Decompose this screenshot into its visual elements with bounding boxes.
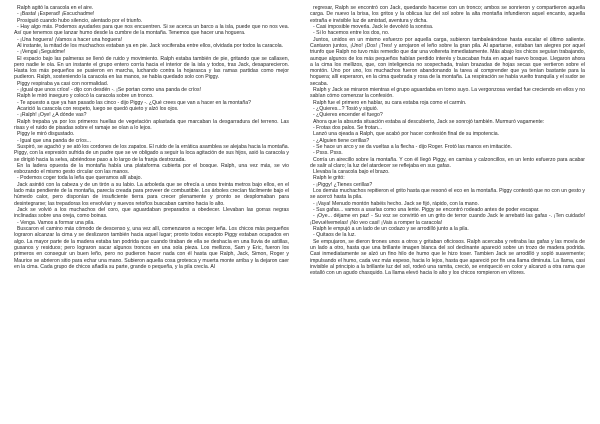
paragraph: Ralph le gritó: — [313, 175, 345, 182]
paragraph: - Quitaos de la luz. — [313, 232, 356, 239]
paragraph: Suspiró, se agachó y se ató los cordones de los zapatos. El ruido de la errática asamblea se alejaba hacia la montaña. Piggy, con la expresión sufrida de un padre que se ve obligado a seguir la loca agitación de sus hijos, asió la caracola y se dirigió hacia la selva, abriéndose paso a lo largo de la franja destrozada. — [14, 143, 289, 163]
paragraph: Jack se volvió a los muchachos del coro, que aguardaban preparados a obedecer. Llevaban las gorras negras inclinadas sobre una oreja, como boinas. — [14, 207, 289, 220]
paragraph: Al instante, la mitad de los muchachos estaban ya en pie. Jack vociferaba entre ellos, olvidada por todos la caracola. — [17, 42, 284, 49]
paragraph: Acarició la caracola con respeto, luego se quedó quieto y alzó los ojos. — [17, 106, 179, 112]
paragraph: - Casi imposible moverla. Jack le devolvió la sonrisa. — [313, 23, 434, 30]
paragraph: - ¡Vengal ¡Seguidme! — [17, 49, 66, 56]
paragraph: Piggy respiraba ya casi con normalidad. — [17, 80, 109, 87]
paragraph: Ralph agitó la caracola en el aire. — [17, 5, 94, 11]
paragraph: Jack asintió con la cabeza y de un tirón a su labio. La arboleda que se ofrecía a unos treinta metros bajo ellos, en el lado más pendiente de la montaña, parecía creada para proveer de combustible. Los árboles crecían fácilmente bajo el húmedo calor, pero disponían de insuficiente tierra para crecer plenamente y pronto se desplomaban para desintegrarse; las trepadoras los envolvían y nuevos retoños buscaban camino hacia lo alto. — [14, 181, 289, 207]
paragraph: - Si lo hacemos entre los dos, no. — [313, 30, 390, 37]
paragraph: Ralph y Jack se miraron mientras el grupo aguardaba en torno suyo. La vergonzosa verdad fue creciendo en ellos y no sabían cómo comenzar la confesión. — [310, 87, 585, 100]
paragraph: - ¡Piggy! ¿Tienes cerillas? — [313, 181, 373, 188]
paragraph: Llevaba la caracola bajo el brazo. — [313, 169, 390, 176]
paragraph: Se empujaron, se dieron tirones unos a otros y gritaban oficiosos. Ralph acercaba y retiraba las gafas y las movía de un lado a otro, hasta que una brillante imagen blanca del sol declinante apareció sobre un trozo de madera podrida. Casi inmediatamente se alzó un fino hilo de humo que le hizo toser. Tambien Jack se arrodilló y sopló suavemente; impulsando el humo, cada vez más espeso, hacia lo lejos, hasta que apareció por fin una llama diminuta. La llama, casi invisible al principio a la brillante luz del sol, rodeó una ramita, creció, se enriqueció en color y alcanzó a otra rama que estalló con un agudo chasquido. La llama elevó hacia lo alto y los chicos rompieron en vítores. — [310, 238, 585, 277]
paragraph: - Sus gafas... vamos a usarlas como una lente. Piggy se encontró rodeado antes de poder escapar. — [313, 207, 540, 213]
paragraph: - ¡Ralph! ¡Oye! ¿A dónde vas? — [17, 112, 87, 119]
paragraph: - Frotas dos palos. Se frotan... — [313, 124, 383, 131]
paragraph: Prosiguió cuando hubo silencio, alentado por el triunfo. — [17, 17, 143, 24]
paragraph: - Hay algo más. Podemos ayudarles para que nos encuentren. Si se acerca un barco a la isla, puede que no nos vea. Así que tenemos que lanzar humo desde la cumbre de la montaña. Tenemos que hacer una hoguera. — [14, 23, 289, 37]
paragraph: Ralph le miró inseguro y colocó la caracola sobre un tronco. — [17, 93, 154, 100]
paragraph: Los demás muchachos repitieron el grito hasta que resonó el eco en la montaña. Piggy contestó que no con un gesto y se acercó hasta la pila. — [310, 188, 585, 201]
paragraph: - ¿Alguien tiene cerillas? — [313, 137, 370, 144]
text-column-left — [14, 5, 289, 421]
paragraph: - ¡Oye... déjame en paz! - Su voz se convirtió en un grito de terror cuando Jack le arrebató las gafas -. ¡Ten cuidado! ¡Devuélvemelas! ¡No veo casi! ¡Vais a romper la caracola! — [310, 213, 585, 226]
paragraph: Juntos, unidos en un mismo esfuerzo por aquella carga, subieron tambaleándose hasta escalar el último saliente. Cantaron juntos, ¡Uno! ¡Dos! ¡Tres! y arrojaron el leño sobre la gran pila. Al apartarse, estaban tan alegres por aquel triunfo que Ralph no tuvo más remedio que dar una voltereta inmediatamente. Más abajo los chicos seguían trabajando, aunque algunos de los más pequeños habían perdido interés y buscaban fruta en aquel nuevo bosque. Llegaron ahora a la cima los mellizos, que, con inteligencia no sospechada, traían brazadas de hojas secas que vertieron sobre el montón. Uno por uno, los muchachos fueron abandonando la tarea al comprender que ya tenían bastante para la hoguera; allí esperaron, en la cima quebrada y rosa de la montaña. La respiración se había vuelto tranquila y el sudor se secaba. — [310, 36, 585, 87]
paragraph: - ¡Vaya! Menudo montón habéis hecho. Jack se fijó, rápido, con la mano. — [313, 200, 479, 207]
paragraph: - Psss. Psss. — [313, 150, 343, 157]
text-column-right — [310, 5, 585, 421]
paragraph: - ¡Igual que unos críos! - dijo con desdén -. ¡Se portan como una panda de críos! — [17, 87, 202, 94]
paragraph: Lanzó una ojeada a Ralph, que acabó por hacer confesión final de su impotencia. — [313, 131, 500, 138]
paragraph: - ¿Quieres...? Tosió y siguió. — [313, 106, 379, 112]
paragraph: regresar, Ralph se encontró con Jack, quedando hacerse con un tronco; ambos se sonrieron y compartieron aquella carga. De nuevo la brisa, los gritos y la oblicua luz del sol sobre la alta montaña infundieron aquel encanto, aquella extraña e invisible luz de amistad, aventura y dicha. — [310, 5, 585, 24]
paragraph: El espacio bajo las palmeras se llenó de ruido y movimiento. Ralph estaba también de pie, gritando que se callasen, pero nadie le oía. En un instante el grupo entero corría hacia el interior de la isla y todos, tras Jack, desaparecieron. Hasta los más pequeños se pusieron en marcha, luchando contra la hojarasca y las ramas partidas como mejor pudieron. Ralph, sosteniendo la caracola en las manos, se había quedado solo con Piggy. — [14, 55, 289, 81]
paragraph: En la ladera opuesta de la montaña había una plataforma cubierta por el bosque. Ralph, una vez más, se vio esbozando el mismo gesto circular con las manos. — [14, 162, 289, 176]
paragraph: - ¡Una hoguera! ¡Vamos a hacer una hoguera! — [17, 36, 123, 43]
paragraph: - Igual que una panda de críos... — [17, 137, 92, 144]
paragraph: Ralph le empujó a un lado de un codazo y se arrodilló junto a la pila. — [313, 225, 469, 232]
paragraph: - Venga. Vamos a formar una pila. — [17, 219, 95, 226]
paragraph: Ralph trepaba ya por los primeros huellas de vegetación aplastada que marcaban la desgarradura del terreno. Las risas y el ruido de pisadas sobre el ramaje se oían a lo lejos. — [14, 118, 289, 131]
paragraph: Ralph fue el primero en hablar, su cara estaba roja como el carmín. — [313, 99, 467, 106]
paragraph: - Te apuesto a que ya han pasado las cinco - dijo Piggy -. ¿Qué crees que van a hacer en la montaña? — [17, 99, 251, 106]
paragraph: Piggy le miró disgustado. — [17, 131, 75, 138]
paragraph: - Se hace un arco y se da vueltas a la flecha - dijo Roger. Frotó las manos en imitación. — [313, 143, 512, 150]
paragraph: Ahora que la absurda situación estaba al descubierto, Jack se sonrojó también. Murmuró vagamente: — [313, 118, 545, 125]
paragraph: Corría un airecillo sobre la montaña. Y con él llegó Piggy, en camisa y calzoncillos, en un lento esfuerzo para acabar de salir al claro; la luz del atardecer se reflejaba en sus gafas. — [310, 156, 585, 169]
paragraph: - ¡Basta! ¡Esperad! ¡Escuchadme! — [17, 11, 95, 18]
paragraph: - ¿Quieres encender el fuego? — [313, 112, 383, 119]
paragraph: Buscaron el camino más cómodo de descenso y, una vez allí, comenzaron a recoger leña. Los chicos más pequeños lograron alcanzar la cima y se deslizaron también hacia aquel lugar; pronto todos excepto Piggy estaban ocupados en algo. La mayor parte de la madera estaba tan podrida que cuando tiraban de ella se deshacía en una lluvia de astillas, gusanos y residuos; pero lograron sacar algunos troncos en una sola pieza. Los mellizos, Sam y Eric, fueron los primeros en conseguir un buen leño, pero no pudieron hacer nada con él hasta que Ralph, Jack, Simon, Roger y Maurice se abrieron sitio para echar una mano. Subieron aquella cosa grotesca y muerta monte arriba y la dejaron caer en la cima. Cada grupo de chicos añadía su parte, grande o pequeña, y la pila crecía. Al — [14, 225, 289, 270]
paragraph: - Podemos coger toda la leña que queramos allí abajo. — [17, 175, 142, 182]
